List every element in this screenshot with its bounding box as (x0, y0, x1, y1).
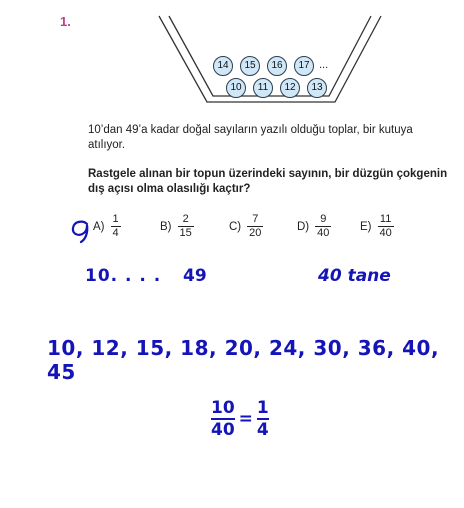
choice-b-label: B) (160, 220, 172, 233)
balls-ellipsis: ... (319, 59, 329, 71)
choice-d-numerator: 9 (320, 213, 327, 225)
ball-11: 11 (253, 78, 273, 98)
question-number: 1. (60, 14, 71, 29)
problem-statement: 10’dan 49’a kadar doğal sayıların yazılı olduğu toplar, bir kutuya atılıyor. (88, 124, 413, 151)
choice-a-denominator: 4 (112, 227, 119, 239)
choice-d[interactable] (297, 213, 331, 240)
choice-a[interactable] (93, 213, 121, 240)
choice-e-numerator: 11 (379, 213, 392, 225)
choice-c-denominator: 20 (249, 227, 262, 239)
ball-10: 10 (226, 78, 246, 98)
choice-c[interactable] (229, 213, 263, 240)
choice-b-numerator: 2 (182, 213, 189, 225)
ball-17: 17 (294, 56, 314, 76)
choice-b-denominator: 15 (179, 227, 192, 239)
handwritten-range-end: 49 (183, 266, 207, 286)
choice-e-label: E) (360, 220, 372, 233)
choice-d-fraction (315, 213, 331, 240)
choice-a-fraction (111, 213, 121, 240)
question-text: Rastgele alınan bir topun üzerindeki sayının, bir düzgün çokgenin dış açısı olma olasılığı kaçtır? (88, 168, 448, 195)
ball-16: 16 (267, 56, 287, 76)
choice-d-label: D) (297, 220, 310, 233)
choice-d-denominator: 40 (317, 227, 330, 239)
handwritten-range-start: 10. . . . (85, 266, 162, 286)
ball-14: 14 (213, 56, 233, 76)
ball-13: 13 (307, 78, 327, 98)
choice-e[interactable] (360, 213, 394, 240)
handwritten-equals: = (238, 409, 253, 429)
choice-a-label: A) (93, 220, 105, 233)
handwritten-frac-numerator: 10 (211, 398, 235, 418)
choice-c-numerator: 7 (252, 213, 259, 225)
choice-c-fraction (247, 213, 263, 240)
choice-a-numerator: 1 (112, 213, 119, 225)
handwritten-fraction-result (257, 398, 269, 440)
handwritten-probability (211, 398, 269, 440)
ball-15: 15 (240, 56, 260, 76)
handwritten-count: 40 tane (318, 266, 391, 286)
handwritten-result-numerator: 1 (256, 398, 269, 418)
handwritten-result-denominator: 4 (256, 420, 269, 440)
handwritten-frac-denominator: 40 (211, 420, 235, 440)
choice-b-fraction (178, 213, 194, 240)
choice-e-denominator: 40 (379, 227, 392, 239)
ball-12: 12 (280, 78, 300, 98)
handwritten-fraction-left (211, 398, 235, 440)
choice-b[interactable] (160, 213, 194, 240)
choice-e-fraction (378, 213, 394, 240)
choice-c-label: C) (229, 220, 242, 233)
handwritten-number-list: 10, 12, 15, 18, 20, 24, 30, 36, 40, 45 (47, 336, 440, 384)
